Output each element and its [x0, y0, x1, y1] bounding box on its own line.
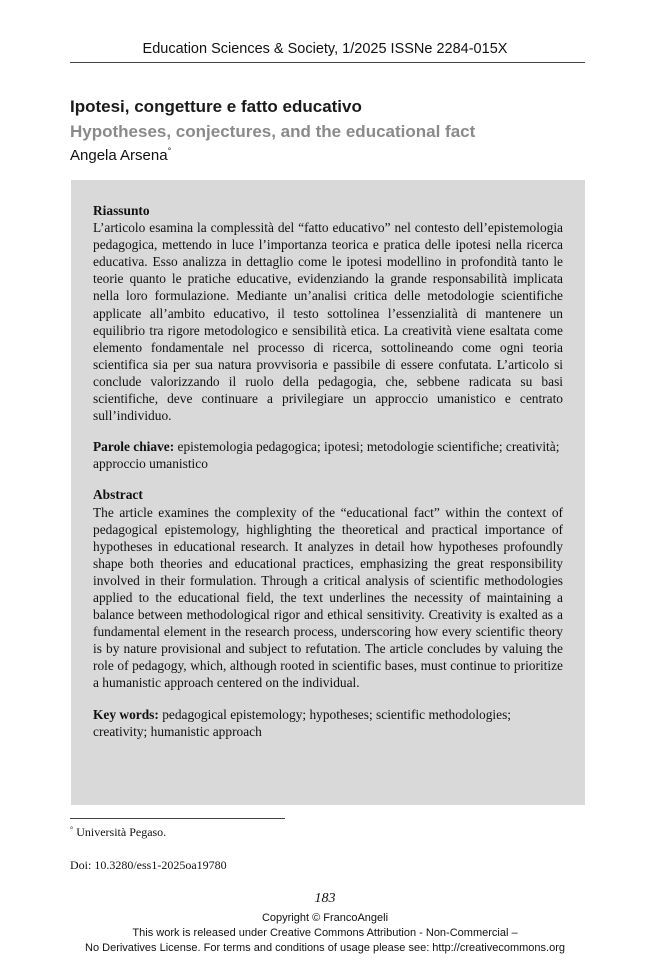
title-english: Hypotheses, conjectures, and the educational fact	[70, 122, 476, 141]
footnote	[70, 825, 166, 840]
abstract-box-content	[93, 202, 563, 740]
key-words-label: Key words:	[93, 706, 159, 722]
riassunto-text: L’articolo esamina la complessità del “fatto educativo” nel contesto dell’epistemologia pedagogica, mettendo in luce l’importanza teorica e pratica delle ipotesi nella ricerca educativa. Esso analizza in dettaglio come le ipotesi modellino in profondità tanto le teorie quanto le pratiche educative, evidenziando la grande responsabilità implicata nella loro formulazione. Mediante un’analisi critica delle metodologie scientifiche applicate all’ambito educativo, il testo sottolinea l’essenzialità di mantenere un equilibrio tra rigore metodologico e sensibilità etica. La creatività viene esaltata come elemento fondamentale nel processo di ricerca, sottolineando come ogni teoria scientifica sia per sua natura provvisoria e passibile di essere confutata. L’articolo si conclude valorizzando il ruolo della pedagogia, che, sebbene radicata su basi scientifiche, deve continuare a privilegiare un approccio umanistico e centrato sull’individuo.	[93, 220, 563, 424]
footnote-mark: °	[70, 825, 74, 834]
copyright-line-1: Copyright © FrancoAngeli	[261, 912, 389, 924]
riassunto-heading: Riassunto	[93, 203, 150, 218]
abstract-text: The article examines the complexity of the “educational fact” within the context of pedagogical epistemology, highlighting the theoretical and practical importance of hypotheses in educational research. It analyzes in detail how hypotheses profoundly shape both theories and educational practices, emphasizing the great responsibility involved in their formulation. Through a critical analysis of scientific methodologies applied to the educational field, the text underlines the necessity of maintaining a balance between methodological rigor and ethical sensitivity. Creativity is exalted as a fundamental element in the research process, underscoring how every scientific theory is by nature provisional and subject to refutation. The article concludes by valuing the role of pedagogy, which, although rooted in scientific bases, must continue to prioritize a humanistic approach centered on the individual.	[93, 504, 563, 691]
key-words-text: pedagogical epistemology; hypotheses; scientific methodologies; creativity; humanistic approach	[93, 706, 512, 739]
author-line	[70, 146, 171, 164]
key-words	[93, 706, 563, 740]
parole-chiave-text: epistemologia pedagogica; ipotesi; metodologie scientifiche; creatività; approccio umanistico	[93, 439, 560, 472]
footnote-text: Università Pegaso.	[76, 825, 167, 839]
title-italian: Ipotesi, congetture e fatto educativo	[70, 97, 362, 116]
journal-header: Education Sciences & Society, 1/2025 ISSNe 2284-015X	[142, 41, 508, 57]
abstract-box	[71, 180, 585, 805]
footnote-divider	[70, 818, 285, 819]
parole-chiave	[93, 438, 563, 472]
page-number: 183	[314, 891, 336, 906]
header-divider	[70, 62, 585, 63]
parole-chiave-label: Parole chiave:	[93, 439, 175, 455]
author-name: Angela Arsena	[70, 147, 168, 164]
copyright-line-2: This work is released under Creative Commons Attribution - Non-Commercial –	[132, 927, 518, 939]
doi: Doi: 10.3280/ess1-2025oa19780	[70, 858, 227, 872]
abstract-heading: Abstract	[93, 487, 143, 503]
copyright-line-3: No Derivatives License. For terms and conditions of usage please see: http://creativecommons.org	[85, 942, 565, 954]
author-footnote-mark: °	[167, 146, 172, 156]
